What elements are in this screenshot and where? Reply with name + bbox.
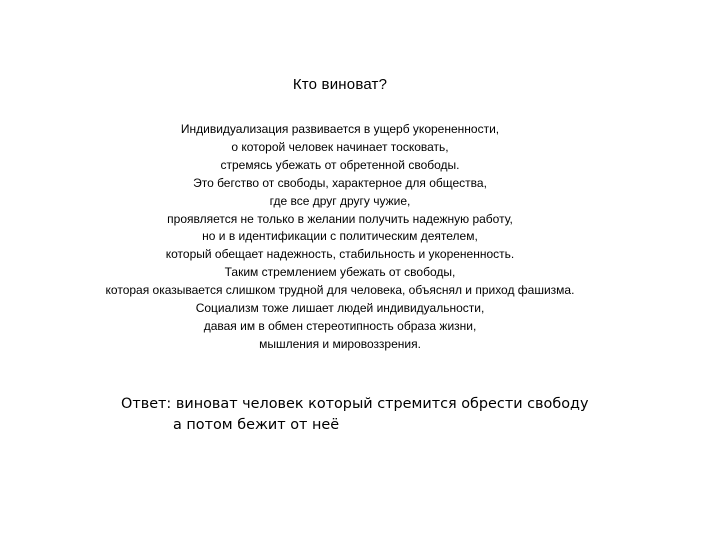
body-line: давая им в обмен стереотипность образа жизни,	[203, 318, 477, 333]
body-line: Таким стремлением убежать от свободы,	[224, 265, 456, 280]
answer-block	[121, 394, 681, 436]
body-line: Социализм тоже лишает людей индивидуальности,	[195, 301, 485, 316]
body-line: где все друг другу чужие,	[269, 193, 411, 208]
answer-text-line1: виноват человек который стремится обрести свободу	[175, 396, 589, 412]
body-line: проявляется не только в желании получить надежную работу,	[167, 211, 513, 226]
body-line: стремясь убежать от обретенной свободы.	[220, 157, 460, 172]
slide-title: Кто виноват?	[292, 76, 388, 93]
body-line: мышления и мировоззрения.	[259, 336, 421, 351]
body-line: о которой человек начинает тосковать,	[231, 139, 449, 154]
answer-text-line2: а потом бежит от неё	[173, 417, 340, 433]
body-text	[0, 121, 680, 354]
body-line: которая оказывается слишком трудной для человека, объяснял и приход фашизма.	[105, 283, 575, 298]
body-line: Это бегство от свободы, характерное для общества,	[193, 175, 487, 190]
body-line: но и в идентификации с политическим деятелем,	[202, 229, 478, 244]
body-line: Индивидуализация развивается в ущерб укорененности,	[180, 122, 500, 136]
body-line: который обещает надежность, стабильность и укорененность.	[165, 247, 515, 262]
answer-label: Ответ:	[121, 396, 172, 412]
